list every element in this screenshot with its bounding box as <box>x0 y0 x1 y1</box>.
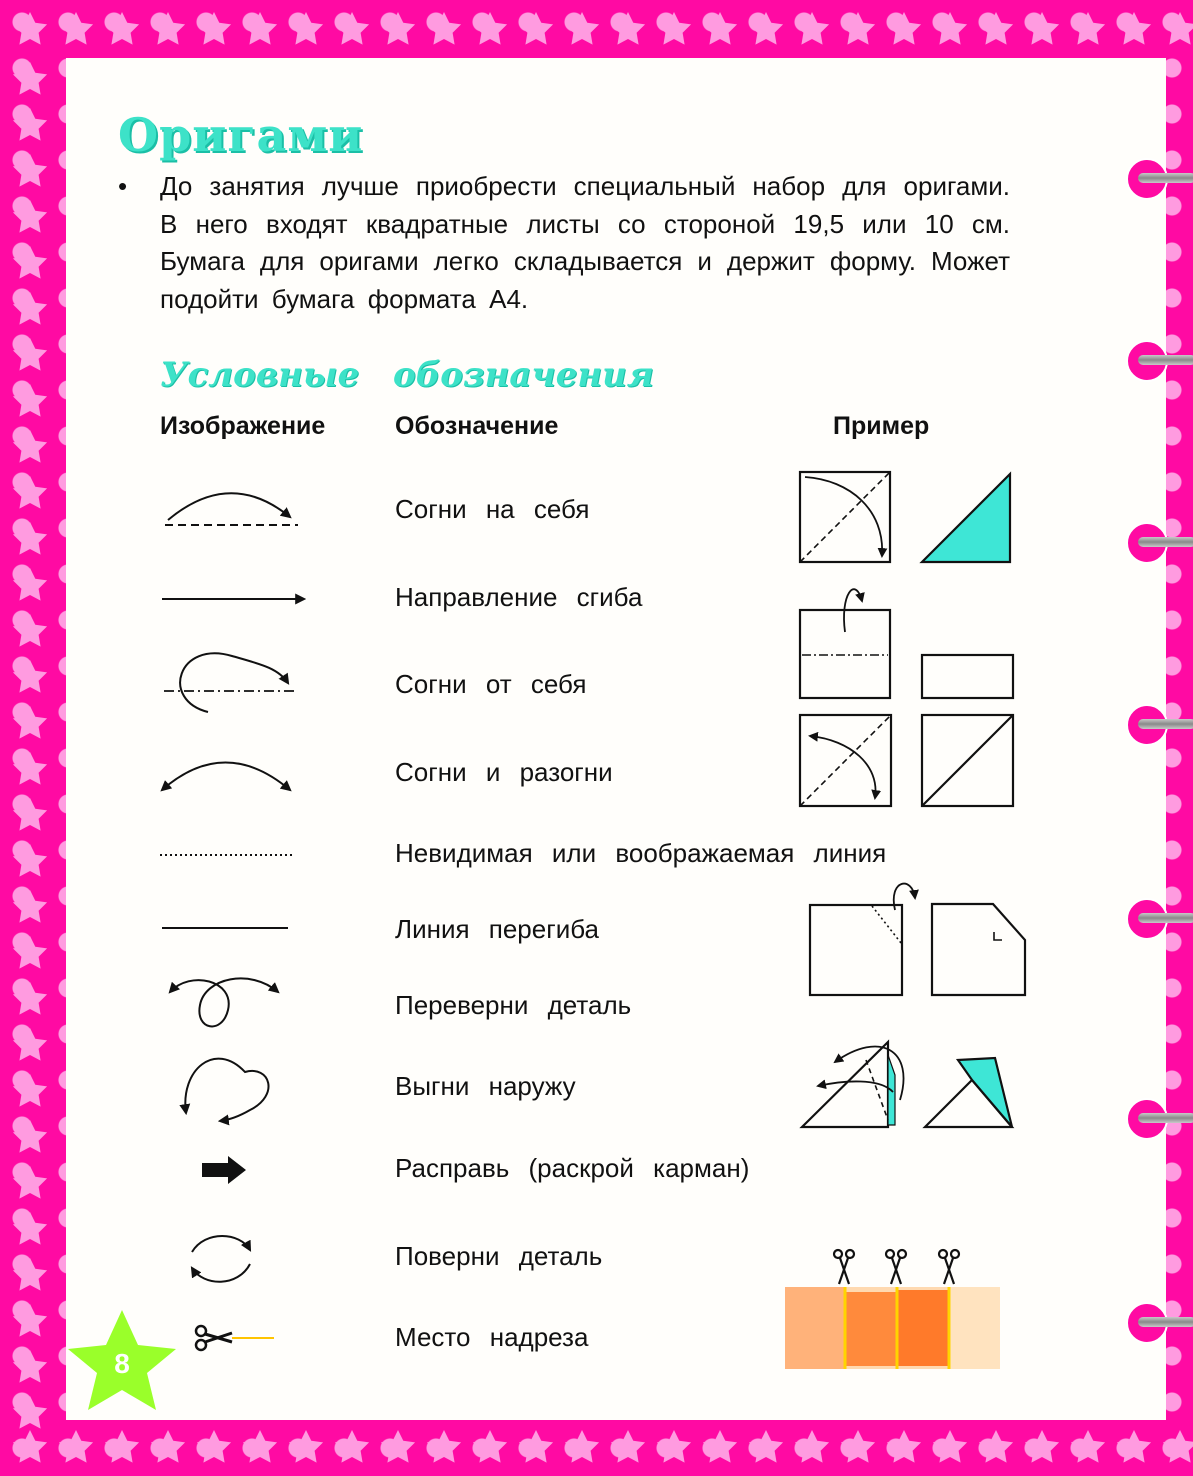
binder-ring-bar <box>1138 719 1193 729</box>
example-crease-line <box>810 884 1025 995</box>
legend-label-mountain-fold: Согни от себя <box>395 669 587 699</box>
binder-ring-bar <box>1138 913 1193 923</box>
legend-label-fold-unfold: Согни и разогни <box>395 757 613 787</box>
scissors-icon <box>939 1250 959 1284</box>
intro-text: До занятия лучше приобрести специальный набор для оригами. В него входят квадратные листы со стороной 19,5 или 10 см. Бумага для оригами легко складывается и держит форму. Может подойти бумага формата А4. <box>160 171 1010 314</box>
example-mountain-fold <box>800 589 1013 698</box>
legend-label-dotted-line: Невидимая или воображаемая линия <box>395 838 887 868</box>
outside-reverse-fold-icon <box>185 1059 268 1121</box>
scissors-icon <box>834 1250 854 1284</box>
bullet-icon: • <box>118 171 128 201</box>
page-number: 8 <box>114 1348 130 1379</box>
column-header-meaning: Обозначение <box>395 412 559 440</box>
rotate-icon <box>192 1236 250 1282</box>
legend-label-crease-line: Линия перегиба <box>395 914 599 944</box>
example-valley-fold <box>800 472 1010 562</box>
column-header-image: Изображение <box>160 412 326 440</box>
binder-ring-bar <box>1138 173 1193 183</box>
legend-label-valley-fold: Согни на себя <box>395 494 590 524</box>
legend-label-fold-direction: Направление сгиба <box>395 582 643 612</box>
legend-label-rotate: Поверни деталь <box>395 1241 603 1271</box>
open-pocket-arrow-icon <box>202 1156 246 1184</box>
legend-subtitle: Условные обозначения <box>160 355 654 395</box>
example-outside-reverse <box>802 1042 1012 1127</box>
legend-label-cut: Место надреза <box>395 1322 589 1352</box>
binder-ring-bar <box>1138 1317 1193 1327</box>
mountain-fold-icon <box>164 653 298 712</box>
binder-ring-bar <box>1138 1113 1193 1123</box>
binder-ring-bar <box>1138 355 1193 365</box>
column-header-example: Пример <box>833 412 930 440</box>
page-title: Оригами <box>118 108 364 162</box>
valley-fold-icon <box>165 493 298 525</box>
scissors-icon <box>886 1250 906 1284</box>
legend-label-outside-reverse: Выгни наружу <box>395 1071 576 1101</box>
legend-label-turn-over: Переверни деталь <box>395 990 632 1020</box>
scissors-icon <box>196 1326 274 1350</box>
fold-unfold-icon <box>162 763 290 791</box>
turn-over-icon <box>170 978 278 1026</box>
binder-ring-bar <box>1138 537 1193 547</box>
example-cut-strip <box>785 1250 1000 1369</box>
example-fold-unfold <box>800 715 1013 806</box>
legend-label-open-pocket: Расправь (раскрой карман) <box>395 1153 750 1183</box>
